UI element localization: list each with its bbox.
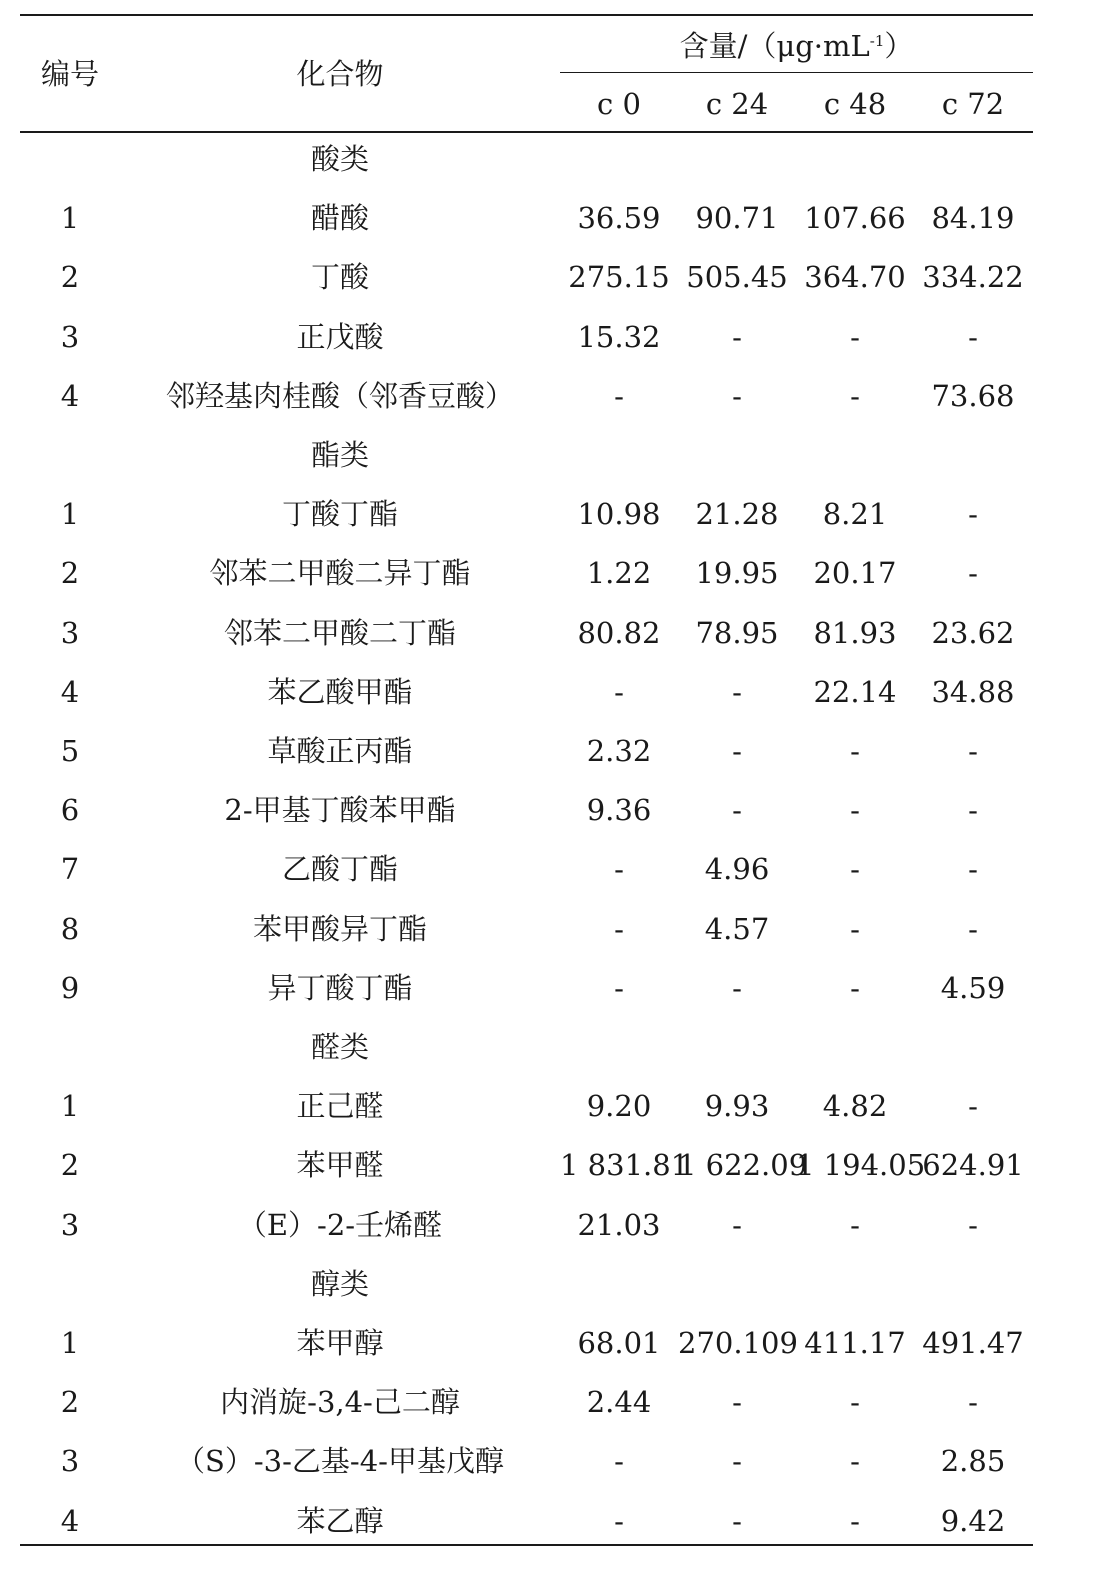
value-cell: 2.85 (940, 1444, 1006, 1478)
value-cell: 9.93 (704, 1089, 770, 1123)
value-cell: - (968, 912, 978, 946)
header-content-label: 含量/（μg·mL (679, 29, 870, 63)
value-cell: 275.15 (568, 260, 670, 294)
value-cell: - (968, 1208, 978, 1242)
value-cell: 9.42 (940, 1504, 1006, 1538)
compound-name: 邻苯二甲酸二异丁酯 (209, 556, 471, 590)
table-top-rule (20, 14, 1033, 16)
compound-name: 苯乙酸甲酯 (267, 675, 413, 709)
value-cell: 23.62 (931, 616, 1015, 650)
value-cell: - (968, 734, 978, 768)
category-label: 酸类 (310, 142, 369, 176)
value-cell: 1 831.81 (560, 1148, 690, 1182)
value-cell: - (968, 556, 978, 590)
row-number: 2 (60, 1148, 80, 1182)
header-number: 编号 (40, 57, 99, 91)
category-label: 醇类 (310, 1267, 369, 1301)
row-number: 3 (60, 320, 80, 354)
header-content-close: ） (884, 29, 914, 63)
value-cell: - (732, 1444, 742, 1478)
category-label: 醛类 (310, 1030, 369, 1064)
value-cell: 68.01 (577, 1326, 661, 1360)
value-cell: - (850, 1504, 860, 1538)
value-cell: - (850, 734, 860, 768)
compound-name: 正戊酸 (296, 320, 384, 354)
value-cell: - (968, 852, 978, 886)
value-cell: - (614, 1504, 624, 1538)
value-cell: 4.96 (704, 852, 770, 886)
value-cell: 1.22 (586, 556, 652, 590)
value-cell: 624.91 (922, 1148, 1024, 1182)
compound-name: 醋酸 (310, 201, 369, 235)
value-cell: - (614, 1444, 624, 1478)
row-number: 4 (60, 1504, 80, 1538)
value-cell: 21.03 (577, 1208, 661, 1242)
value-cell: 334.22 (922, 260, 1024, 294)
header-sub-rule (560, 72, 1033, 73)
value-cell: - (968, 793, 978, 827)
value-cell: 107.66 (804, 201, 906, 235)
header-col-c24: c 24 (705, 87, 769, 121)
value-cell: 80.82 (577, 616, 661, 650)
header-content-superscript: -1 (869, 32, 885, 50)
value-cell: 1 622.09 (678, 1148, 808, 1182)
header-compound: 化合物 (296, 57, 384, 91)
row-number: 3 (60, 616, 80, 650)
compound-name: 乙酸丁酯 (281, 852, 398, 886)
value-cell: - (614, 852, 624, 886)
compound-name: 内消旋-3,4-己二醇 (220, 1385, 460, 1419)
row-number: 7 (60, 852, 80, 886)
compound-name: 邻苯二甲酸二丁酯 (223, 616, 456, 650)
row-number: 5 (60, 734, 80, 768)
row-number: 3 (60, 1444, 80, 1478)
row-number: 1 (60, 497, 80, 531)
value-cell: 4.57 (704, 912, 770, 946)
row-number: 2 (60, 260, 80, 294)
compound-name: 正己醛 (296, 1089, 384, 1123)
compound-name: 苯乙醇 (296, 1504, 384, 1538)
row-number: 4 (60, 379, 80, 413)
compound-name: （S）-3-乙基-4-甲基戊醇 (176, 1444, 504, 1478)
value-cell: - (732, 1504, 742, 1538)
value-cell: - (732, 320, 742, 354)
value-cell: 84.19 (931, 201, 1015, 235)
table-bottom-rule (20, 1544, 1033, 1546)
row-number: 3 (60, 1208, 80, 1242)
value-cell: - (614, 675, 624, 709)
compound-name: （E）-2-壬烯醛 (237, 1208, 443, 1242)
value-cell: 34.88 (931, 675, 1015, 709)
value-cell: 9.36 (586, 793, 652, 827)
compound-name: 苯甲酸异丁酯 (252, 912, 427, 946)
value-cell: 81.93 (813, 616, 897, 650)
value-cell: 36.59 (577, 201, 661, 235)
value-cell: - (850, 379, 860, 413)
compound-name: 邻羟基肉桂酸（邻香豆酸） (165, 379, 514, 413)
row-number: 1 (60, 1089, 80, 1123)
compound-name: 异丁酸丁酯 (267, 971, 413, 1005)
compound-name: 草酸正丙酯 (267, 734, 413, 768)
value-cell: - (732, 793, 742, 827)
value-cell: - (850, 320, 860, 354)
value-cell: 78.95 (695, 616, 779, 650)
value-cell: 2.32 (586, 734, 652, 768)
value-cell: - (968, 1089, 978, 1123)
compound-name: 2-甲基丁酸苯甲酯 (224, 793, 456, 827)
value-cell: - (968, 497, 978, 531)
row-number: 6 (60, 793, 80, 827)
value-cell: - (968, 1385, 978, 1419)
row-number: 9 (60, 971, 80, 1005)
header-content (560, 26, 1033, 66)
header-col-c72: c 72 (941, 87, 1005, 121)
value-cell: 10.98 (577, 497, 661, 531)
value-cell: - (850, 971, 860, 1005)
row-number: 8 (60, 912, 80, 946)
value-cell: 505.45 (686, 260, 788, 294)
compound-name: 丁酸丁酯 (281, 497, 398, 531)
value-cell: 90.71 (695, 201, 779, 235)
value-cell: 1 194.05 (796, 1148, 926, 1182)
value-cell: - (968, 320, 978, 354)
row-number: 1 (60, 201, 80, 235)
row-number: 4 (60, 675, 80, 709)
value-cell: 9.20 (586, 1089, 652, 1123)
value-cell: 15.32 (577, 320, 661, 354)
value-cell: - (732, 971, 742, 1005)
value-cell: 19.95 (695, 556, 779, 590)
value-cell: 270.109 (678, 1326, 798, 1360)
value-cell: - (732, 734, 742, 768)
value-cell: 364.70 (804, 260, 906, 294)
value-cell: - (850, 1208, 860, 1242)
value-cell: - (732, 675, 742, 709)
value-cell: 491.47 (922, 1326, 1024, 1360)
value-cell: 4.59 (940, 971, 1006, 1005)
value-cell: 4.82 (822, 1089, 888, 1123)
compound-name: 苯甲醇 (296, 1326, 384, 1360)
value-cell: - (614, 971, 624, 1005)
value-cell: - (850, 912, 860, 946)
row-number: 2 (60, 1385, 80, 1419)
value-cell: - (732, 1208, 742, 1242)
value-cell: 411.17 (804, 1326, 906, 1360)
compound-name: 苯甲醛 (296, 1148, 384, 1182)
header-col-c0: c 0 (597, 87, 641, 121)
value-cell: - (614, 912, 624, 946)
value-cell: 22.14 (813, 675, 897, 709)
value-cell: 21.28 (695, 497, 779, 531)
category-label: 酯类 (310, 438, 369, 472)
header-col-c48: c 48 (823, 87, 887, 121)
value-cell: - (850, 1385, 860, 1419)
value-cell: - (732, 1385, 742, 1419)
value-cell: 8.21 (822, 497, 888, 531)
row-number: 1 (60, 1326, 80, 1360)
compound-name: 丁酸 (310, 260, 369, 294)
data-table (20, 0, 1033, 1574)
header-bottom-rule (20, 131, 1033, 133)
value-cell: 2.44 (586, 1385, 652, 1419)
value-cell: - (732, 379, 742, 413)
value-cell: 73.68 (931, 379, 1015, 413)
value-cell: - (850, 793, 860, 827)
value-cell: 20.17 (813, 556, 897, 590)
value-cell: - (614, 379, 624, 413)
value-cell: - (850, 852, 860, 886)
value-cell: - (850, 1444, 860, 1478)
row-number: 2 (60, 556, 80, 590)
